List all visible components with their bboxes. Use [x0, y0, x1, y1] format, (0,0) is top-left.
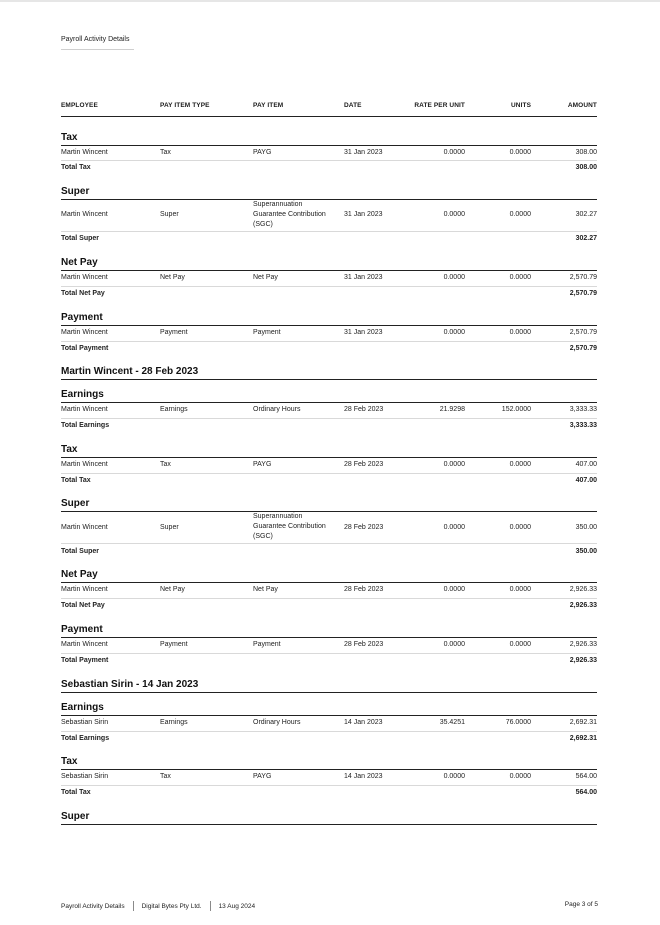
total-label: Total Tax: [61, 789, 91, 796]
footer-company: Digital Bytes Pty Ltd.: [141, 902, 202, 910]
cell-amount: 2,926.33: [569, 641, 597, 648]
cell-rate: 0.0000: [443, 211, 465, 218]
cell-pay-item-type: Payment: [160, 641, 188, 648]
row-divider: [61, 598, 597, 599]
cell-amount: 564.00: [575, 773, 597, 780]
section-divider: [61, 325, 597, 326]
cell-amount: 407.00: [575, 461, 597, 468]
total-amount: 2,570.79: [569, 290, 597, 297]
cell-pay-item: Net Pay: [253, 274, 278, 281]
section-title-super: Super: [61, 811, 90, 822]
section-divider: [61, 457, 597, 458]
cell-employee: Martin Wincent: [61, 149, 108, 156]
cell-pay-item-type: Earnings: [160, 719, 188, 726]
cell-amount: 2,570.79: [569, 329, 597, 336]
group-divider: [61, 379, 597, 380]
section-title-earnings: Earnings: [61, 702, 104, 713]
cell-date: 14 Jan 2023: [344, 719, 383, 726]
cell-pay-item: PAYG: [253, 149, 272, 156]
cell-units: 0.0000: [509, 773, 531, 780]
cell-employee: Martin Wincent: [61, 406, 108, 413]
row-divider: [61, 543, 597, 544]
row-divider: [61, 160, 597, 161]
row-divider: [61, 231, 597, 232]
col-header-employee: EMPLOYEE: [61, 102, 98, 109]
total-label: Total Payment: [61, 345, 109, 352]
footer-document-name: Payroll Activity Details: [61, 902, 125, 910]
cell-employee: Sebastian Sirin: [61, 773, 109, 780]
section-title-net-pay: Net Pay: [61, 569, 98, 580]
total-amount: 407.00: [575, 477, 597, 484]
col-header-date: DATE: [344, 102, 362, 109]
row-divider: [61, 653, 597, 654]
cell-rate: 0.0000: [443, 641, 465, 648]
cell-employee: Martin Wincent: [61, 274, 108, 281]
cell-date: 28 Feb 2023: [344, 406, 384, 413]
group-divider: [61, 692, 597, 693]
cell-units: 0.0000: [509, 641, 531, 648]
cell-pay-item: PAYG: [253, 773, 272, 780]
group-title-martin-feb: Martin Wincent - 28 Feb 2023: [61, 366, 199, 377]
cell-pay-item: PAYG: [253, 461, 272, 468]
cell-units: 0.0000: [509, 149, 531, 156]
cell-date: 31 Jan 2023: [344, 211, 383, 218]
total-label: Total Net Pay: [61, 602, 105, 609]
cell-units: 0.0000: [509, 329, 531, 336]
cell-rate: 0.0000: [443, 461, 465, 468]
cell-pay-item-type: Payment: [160, 329, 188, 336]
section-divider: [61, 769, 597, 770]
total-amount: 564.00: [575, 789, 597, 796]
col-header-units: UNITS: [511, 102, 531, 109]
cell-amount: 2,570.79: [569, 274, 597, 281]
cell-units: 152.0000: [501, 406, 531, 413]
cell-amount: 2,926.33: [569, 586, 597, 593]
section-title-payment: Payment: [61, 312, 103, 323]
col-header-pay-item: PAY ITEM: [253, 102, 284, 109]
row-divider: [61, 731, 597, 732]
cell-employee: Martin Wincent: [61, 461, 108, 468]
footer-separator: [133, 901, 134, 911]
cell-amount: 3,333.33: [569, 406, 597, 413]
section-divider: [61, 715, 597, 716]
cell-units: 0.0000: [509, 524, 531, 531]
total-amount: 2,692.31: [569, 735, 597, 742]
total-amount: 3,333.33: [569, 422, 597, 429]
cell-pay-item-type: Earnings: [160, 406, 188, 413]
page-footer: [61, 901, 255, 911]
cell-date: 28 Feb 2023: [344, 461, 384, 468]
header-divider: [61, 116, 597, 117]
document-title: Payroll Activity Details: [61, 36, 130, 43]
total-amount: 302.27: [575, 235, 597, 242]
section-divider: [61, 270, 597, 271]
cell-pay-item-type: Super: [160, 211, 179, 218]
cell-rate: 0.0000: [443, 524, 465, 531]
col-header-amount: AMOUNT: [567, 102, 597, 109]
section-title-earnings: Earnings: [61, 389, 104, 400]
row-divider: [61, 785, 597, 786]
section-title-super: Super: [61, 186, 90, 197]
total-label: Total Tax: [61, 477, 91, 484]
cell-date: 28 Feb 2023: [344, 586, 384, 593]
total-label: Total Payment: [61, 657, 109, 664]
section-title-tax: Tax: [61, 756, 78, 767]
cell-rate: 0.0000: [443, 586, 465, 593]
cell-rate: 0.0000: [443, 773, 465, 780]
cell-date: 31 Jan 2023: [344, 274, 383, 281]
total-label: Total Earnings: [61, 422, 110, 429]
total-amount: 308.00: [575, 164, 597, 171]
cell-units: 0.0000: [509, 461, 531, 468]
section-divider: [61, 402, 597, 403]
total-amount: 2,926.33: [569, 657, 597, 664]
cell-rate: 0.0000: [443, 274, 465, 281]
section-title-tax: Tax: [61, 132, 78, 143]
cell-pay-item-type: Tax: [160, 149, 171, 156]
cell-pay-item: Ordinary Hours: [253, 406, 301, 413]
cell-date: 31 Jan 2023: [344, 329, 383, 336]
cell-units: 0.0000: [509, 586, 531, 593]
row-divider: [61, 473, 597, 474]
cell-pay-item: Ordinary Hours: [253, 719, 301, 726]
cell-pay-item-type: Net Pay: [160, 586, 185, 593]
cell-units: 76.0000: [505, 719, 531, 726]
footer-separator: [210, 901, 211, 911]
total-amount: 2,570.79: [569, 345, 597, 352]
cell-pay-item: Payment: [253, 329, 281, 336]
cell-date: 31 Jan 2023: [344, 149, 383, 156]
cell-pay-item-type: Tax: [160, 461, 171, 468]
cell-amount: 308.00: [575, 149, 597, 156]
cell-units: 0.0000: [509, 274, 531, 281]
row-divider: [61, 341, 597, 342]
title-underline: [61, 49, 134, 50]
section-divider: [61, 582, 597, 583]
cell-rate: 0.0000: [443, 329, 465, 336]
row-divider: [61, 286, 597, 287]
cell-rate: 21.9298: [439, 406, 465, 413]
cell-date: 14 Jan 2023: [344, 773, 383, 780]
total-label: Total Super: [61, 548, 99, 555]
section-title-tax: Tax: [61, 444, 78, 455]
section-divider: [61, 637, 597, 638]
cell-rate: 0.0000: [443, 149, 465, 156]
section-divider: [61, 824, 597, 825]
section-title-payment: Payment: [61, 624, 103, 635]
total-label: Total Tax: [61, 164, 91, 171]
total-amount: 350.00: [575, 548, 597, 555]
footer-date: 13 Aug 2024: [218, 902, 256, 910]
cell-employee: Martin Wincent: [61, 641, 108, 648]
cell-pay-item: Net Pay: [253, 586, 278, 593]
section-divider: [61, 145, 597, 146]
col-header-pay-item-type: PAY ITEM TYPE: [160, 102, 210, 109]
total-amount: 2,926.33: [569, 602, 597, 609]
group-title-sebastian-jan: Sebastian Sirin - 14 Jan 2023: [61, 679, 199, 690]
cell-pay-item-type: Tax: [160, 773, 171, 780]
cell-pay-item: Superannuation Guarantee Contribution (SGC): [253, 513, 326, 540]
cell-employee: Martin Wincent: [61, 524, 108, 531]
cell-employee: Martin Wincent: [61, 586, 108, 593]
cell-date: 28 Feb 2023: [344, 524, 384, 531]
section-title-net-pay: Net Pay: [61, 257, 98, 268]
cell-pay-item-type: Net Pay: [160, 274, 185, 281]
cell-rate: 35.4251: [439, 719, 465, 726]
col-header-rate-per-unit: RATE PER UNIT: [414, 102, 465, 109]
section-title-super: Super: [61, 498, 90, 509]
cell-units: 0.0000: [509, 211, 531, 218]
cell-date: 28 Feb 2023: [344, 641, 384, 648]
total-label: Total Super: [61, 235, 99, 242]
cell-pay-item-type: Super: [160, 524, 179, 531]
page-number: Page 3 of 5: [564, 901, 598, 908]
cell-employee: Sebastian Sirin: [61, 719, 109, 726]
cell-employee: Martin Wincent: [61, 329, 108, 336]
cell-amount: 302.27: [575, 211, 597, 218]
cell-pay-item: Superannuation Guarantee Contribution (SGC): [253, 201, 326, 228]
total-label: Total Earnings: [61, 735, 110, 742]
cell-employee: Martin Wincent: [61, 211, 108, 218]
cell-pay-item: Payment: [253, 641, 281, 648]
row-divider: [61, 418, 597, 419]
total-label: Total Net Pay: [61, 290, 105, 297]
cell-amount: 350.00: [575, 524, 597, 531]
cell-amount: 2,692.31: [569, 719, 597, 726]
